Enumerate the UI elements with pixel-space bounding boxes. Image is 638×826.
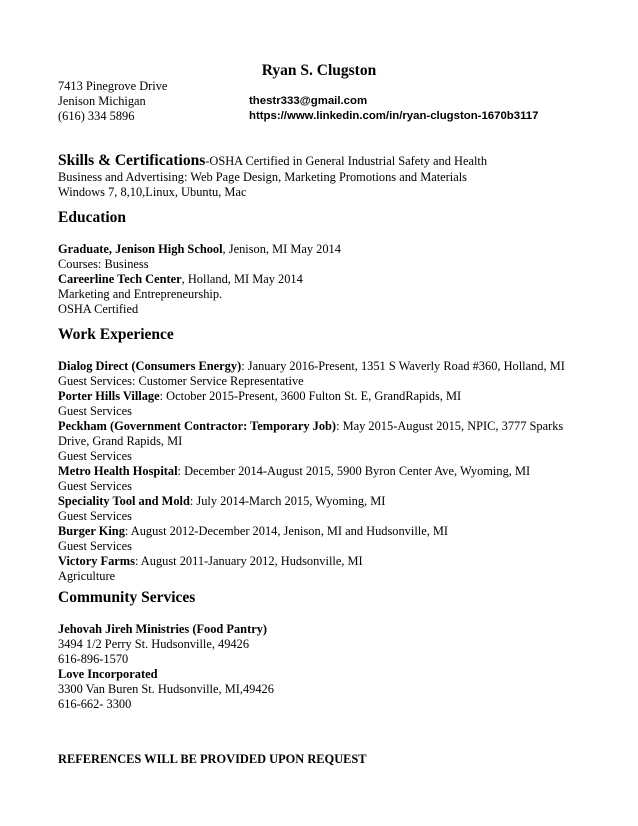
school-name: Graduate, Jenison High School [58,242,223,256]
org-address: 3494 1/2 Perry St. Hudsonville, 49426 [58,637,250,651]
job-title: Metro Health Hospital [58,464,178,478]
contact-row-city [58,94,618,109]
job-title-line [58,464,588,479]
community-section [58,589,588,712]
org-name: Jehovah Jireh Ministries (Food Pantry) [58,622,268,636]
job-title: Victory Farms [58,554,135,568]
job-title-line [58,359,588,374]
job-title: Peckham (Government Contractor: Temporary Job) [58,419,337,433]
skills-line-3: Windows 7, 8,10,Linux, Ubuntu, Mac [58,185,247,199]
contact-block [58,79,618,124]
job-title: Dialog Direct (Consumers Energy) [58,359,242,373]
job-title: Burger King [58,524,125,538]
street-address: 7413 Pinegrove Drive [58,79,168,93]
contact-row-address [58,79,618,94]
school-name: Careerline Tech Center [58,272,182,286]
community-heading: Community Services [58,589,196,606]
contact-row-phone [58,109,618,124]
job-detail: : December 2014-August 2015, 5900 Byron Center Ave, Wyoming, MI [177,464,531,478]
work-heading: Work Experience [58,326,174,343]
skills-section [58,152,588,200]
job-detail: : July 2014-March 2015, Wyoming, MI [189,494,386,508]
skills-line-1: -OSHA Certified in General Industrial Safety and Health [205,154,488,168]
education-entry: Marketing and Entrepreneurship. [58,287,223,301]
job-title-line [58,554,588,569]
job-title-line [58,524,588,539]
education-entry [58,272,588,287]
job-title-line [58,419,578,449]
org-name: Love Incorporated [58,667,158,681]
job-role: Guest Services [58,404,132,418]
job-title: Speciality Tool and Mold [58,494,190,508]
job-title-line [58,494,588,509]
job-detail: : January 2016-Present, 1351 S Waverly Road #360, Holland, MI [241,359,565,373]
education-entry: OSHA Certified [58,302,139,316]
job-role: Agriculture [58,569,116,583]
education-heading: Education [58,209,127,226]
skills-heading: Skills & Certifications [58,152,206,169]
job-detail: : August 2012-December 2014, Jenison, MI and Hudsonville, MI [124,524,449,538]
job-detail: : August 2011-January 2012, Hudsonville, MI [134,554,363,568]
job-role: Guest Services [58,509,132,523]
job-detail: : May 2015-August 2015, NPIC, 3777 Sparks Drive, Grand Rapids, MI [58,419,564,448]
work-section [58,326,588,584]
email-address[interactable]: thestr333@gmail.com [249,95,368,107]
org-phone: 616-662- 3300 [58,697,132,711]
job-role: Guest Services [58,479,132,493]
school-details: , Jenison, MI May 2014 [222,242,341,256]
school-details: , Holland, MI May 2014 [181,272,303,286]
phone-number: (616) 334 5896 [58,109,135,123]
linkedin-url[interactable]: https://www.linkedin.com/in/ryan-clugston-1670b3117 [249,110,539,122]
org-address: 3300 Van Buren St. Hudsonville, MI,49426 [58,682,274,696]
education-entry: Courses: Business [58,257,149,271]
skills-line-2: Business and Advertising: Web Page Design, Marketing Promotions and Materials [58,170,467,184]
job-title: Porter Hills Village [58,389,160,403]
education-entry [58,242,588,257]
job-title-line [58,389,588,404]
job-role: Guest Services: Customer Service Representative [58,374,304,388]
job-role: Guest Services [58,539,132,553]
org-phone: 616-896-1570 [58,652,129,666]
job-role: Guest Services [58,449,132,463]
job-detail: : October 2015-Present, 3600 Fulton St. E, GrandRapids, MI [159,389,462,403]
education-section [58,209,588,317]
candidate-name: Ryan S. Clugston [261,62,377,79]
references-note: REFERENCES WILL BE PROVIDED UPON REQUEST [58,752,367,766]
city-state: Jenison Michigan [58,94,146,108]
